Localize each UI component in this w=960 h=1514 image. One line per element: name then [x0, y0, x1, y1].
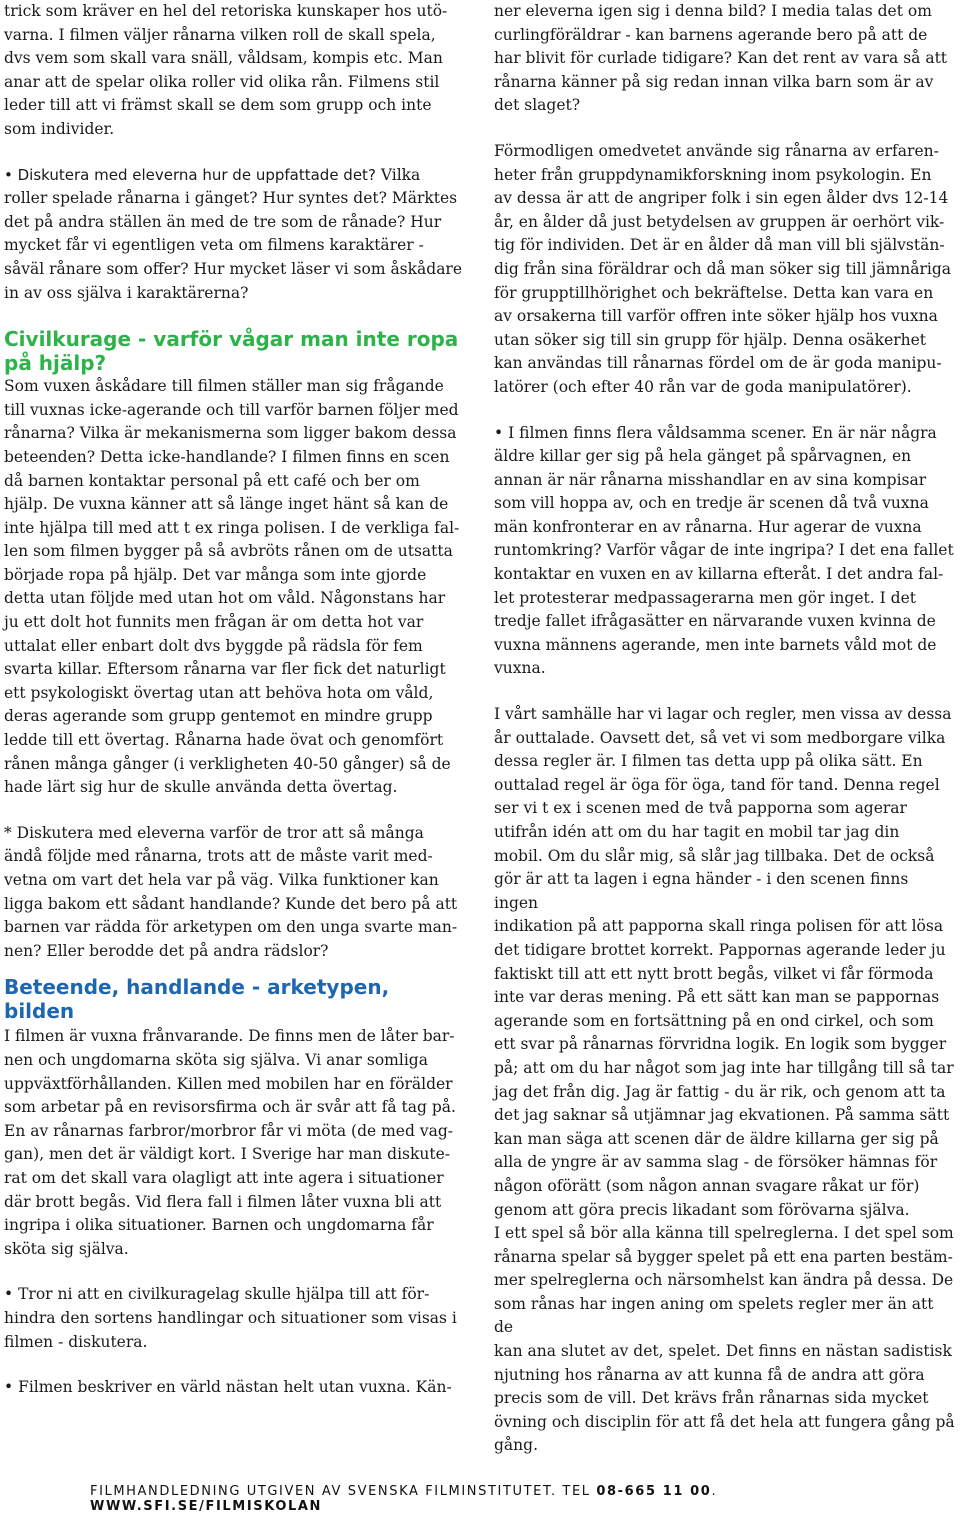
paragraph-right-2: Förmodligen omedvetet använde sig rånarna av erfaren- heter från gruppdynamikforskning inom psykologin. En av dessa är att de angriper folk i sin egen ålder dvs 12-14 år, en ålder då just betydelsen av gruppen är oerhört vik- tig för individen. Det är en ålder då man vill bli självstän- dig från sina föräldrar och då man söker sig till jämnåriga för grupptillhörighet och bekräftelse. Detta kan vara en av orsakerna till varför offren inte söker hjälp hos vuxna utan söker sig till sin grupp för hjälp. Denna osäkerhet kan användas till rånarnas fördel om de är goda manipu- latörer (och efter 40 rån var de goda manipulatörer). [494, 141, 952, 396]
heading-civilkurage: Civilkurage - varför vågar man inte ropa på hjälp? [4, 327, 459, 376]
page-footer [90, 1484, 920, 1514]
left-column [4, 0, 464, 1400]
footer-website: WWW.SFI.SE/FILMISKOLAN [90, 1499, 323, 1514]
footer-text: FILMHANDLEDNING UTGIVEN AV SVENSKA FILMINSTITUTET. TEL [90, 1484, 597, 1499]
right-column [494, 0, 956, 1458]
paragraph-right-3: • I filmen finns flera våldsamma scener. En är när några äldre killar ger sig på hela gänget på spårvagnen, en annan är när rånarna misshandlar en av sina kompisar som vill hoppa av, och en tredje är scenen då två vuxna män konfronterar en av rånarna. Hur agerar de vuxna runtomkring? Varför vågar de inte ingripa? I det ena fallet kontaktar en vuxen en av killarna efteråt. I det andra fal- let protesterar medpassagerarna men gör inget. I det tredje fallet ifrågasätter en närvarande vuxen kvinna de vuxna männens agerande, men inte barnets våld mot de vuxna. [494, 423, 954, 678]
paragraph-left-7: • Filmen beskriver en värld nästan helt utan vuxna. Kän- [4, 1378, 452, 1397]
paragraph-right-4: I vårt samhälle har vi lagar och regler, men vissa av dessa år outtalade. Oavsett det, så vet vi som medborgare vilka dessa regler är. I filmen tas detta upp på olika sätt. En outtalad regel är öga för öga, tand för tand. Denna regel ser vi t ex i scenen med de två papporna som agerar utifrån idén att om du har tagit en mobil tar jag din mobil. Om du slår mig, så slår jag tillbaka. Det de också gör är att ta lagen i egna händer - i den scenen finns ingen indikation på att papporna skall ringa polisen för att lösa det tidigare brottet korrekt. Pappornas agerande leder ju faktiskt till att ett nytt brott begås, vilket vi får förmoda inte var deras mening. På ett sätt kan man se pappornas agerande som en fortsättning på en ond cirkel, och som ett svar på rånarnas förvridna logik. En logik som bygger på; att om du har något som jag inte har tillgång till så tar jag det från dig. Jag är fattig - du är rik, och genom att ta det jag saknar så utjämnar jag ekvationen. På samma sätt kan man säga att scenen där de äldre killarna ger sig på alla de yngre är av samma slag - de försöker hämnas för någon oförätt (som någon annan svagare råkat ur för) genom att göra precis likadant som förövarna själva. I ett spel så bör alla känna till spelreglerna. I det spel som rånarna spelar så bygger spelet på ett ena parten bestäm- mer spelreglerna och närsomhelst kan ändra på dessa. De som rånas har ingen aning om spelets regler mer än att de kan ana slutet av det, spelet. Det finns en nästan sadistisk njutning hos rånarna av att kunna få de andra att göra precis som de vill. Det krävs från rånarnas sida mycket övning och disciplin för att få det hela att fungera gång på gång. [494, 705, 955, 1455]
paragraph-left-6: • Tror ni att en civilkuragelag skulle hjälpa till att för- hindra den sortens handlingar och situationer som visas i filmen - diskutera. [4, 1285, 457, 1351]
heading-beteende: Beteende, handlande - arketypen, bilden [4, 975, 390, 1024]
discussion-lead: • Diskutera med eleverna hur de uppfattade det? [4, 165, 376, 184]
paragraph-left-3: Som vuxen åskådare till filmen ställer man sig frågande till vuxnas icke-agerande och till varför barnen följer med rånarna? Vilka är mekanismerna som ligger bakom dessa beteenden? Detta icke-handlande? I filmen finns en scen då barnen kontaktar personal på ett café och ber om hjälp. De vuxna känner att så länge inget hänt så kan de inte hjälpa till med att t ex ringa polisen. I de verkliga fal- len som filmen bygger på så avbröts rånen om de utsatta började ropa på hjälp. Det var många som inte gjorde detta utan följde med utan hot om våld. Någonstans har ju ett dolt hot funnits men frågan är om detta hot var uttalat eller enbart dolt dvs byggde på rädsla för fem svarta killar. Eftersom rånarna var fler fick det naturligt ett psykologiskt övertag utan att behöva hota om våld, deras agerande som grupp gentemot en mindre grupp ledde till ett övertag. Rånarna hade övat och genomfört rånen många gånger (i verkligheten 40-50 gånger) så de hade lärt sig hur de skulle använda detta övertag. [4, 377, 460, 797]
footer-phone: 08-665 11 00 [596, 1484, 712, 1499]
paragraph-right-1: ner eleverna igen sig i denna bild? I media talas det om curlingföräldrar - kan barnens agerande bero på att de har blivit för curlade tidigare? Kan det rent av vara så att rånarna känner på sig redan innan vilka barn som är av det slaget? [494, 2, 948, 115]
paragraph-left-1: trick som kräver en hel del retoriska kunskaper hos utö- varna. I filmen väljer rånarna vilken roll de skall spela, dvs vem som skall vara snäll, våldsam, kompis etc. Man anar att de spelar olika roller vid olika rån. Filmens stil leder till att vi främst skall se dem som grupp och inte som individer. [4, 2, 448, 138]
footer-separator: . [711, 1484, 718, 1499]
discussion-paragraph-1 [4, 164, 464, 306]
paragraph-left-5: I filmen är vuxna frånvarande. De finns men de låter bar- nen och ungdomarna sköta sig själva. Vi anar somliga uppväxtförhållanden. Killen med mobilen har en förälder som arbetar på en revisorsfirma och är svår att få tag på. En av rånarnas farbror/morbror får vi möta (de med vag- gan), men det är väldigt kort. I Sverige har man diskute- rat om det skall vara olagligt att inte agera i situationer där brott begås. Vid flera fall i filmen låter vuxna bli att ingripa i olika situationer. Barnen och ungdomarna får sköta sig själva. [4, 1027, 456, 1258]
paragraph-left-4: * Diskutera med eleverna varför de tror att så många ändå följde med rånarna, trots att de måste varit med- vetna om vart det hela var på väg. Vilka funktioner kan ligga bakom ett sådant handlande? Kunde det bero på att barnen var rädda för arketypen om den unga svarte man- nen? Eller berodde det på andra rädslor? [4, 823, 458, 960]
discussion-body: Vilka roller spelade rånarna i gänget? Hur syntes det? Märktes det på andra ställen än med de tre som de rånade? Hur mycket får vi egentligen veta om filmens karaktärer - såväl rånare som offer? Hur mycket läser vi som åskådare in av oss själva i karaktärerna? [4, 165, 463, 302]
